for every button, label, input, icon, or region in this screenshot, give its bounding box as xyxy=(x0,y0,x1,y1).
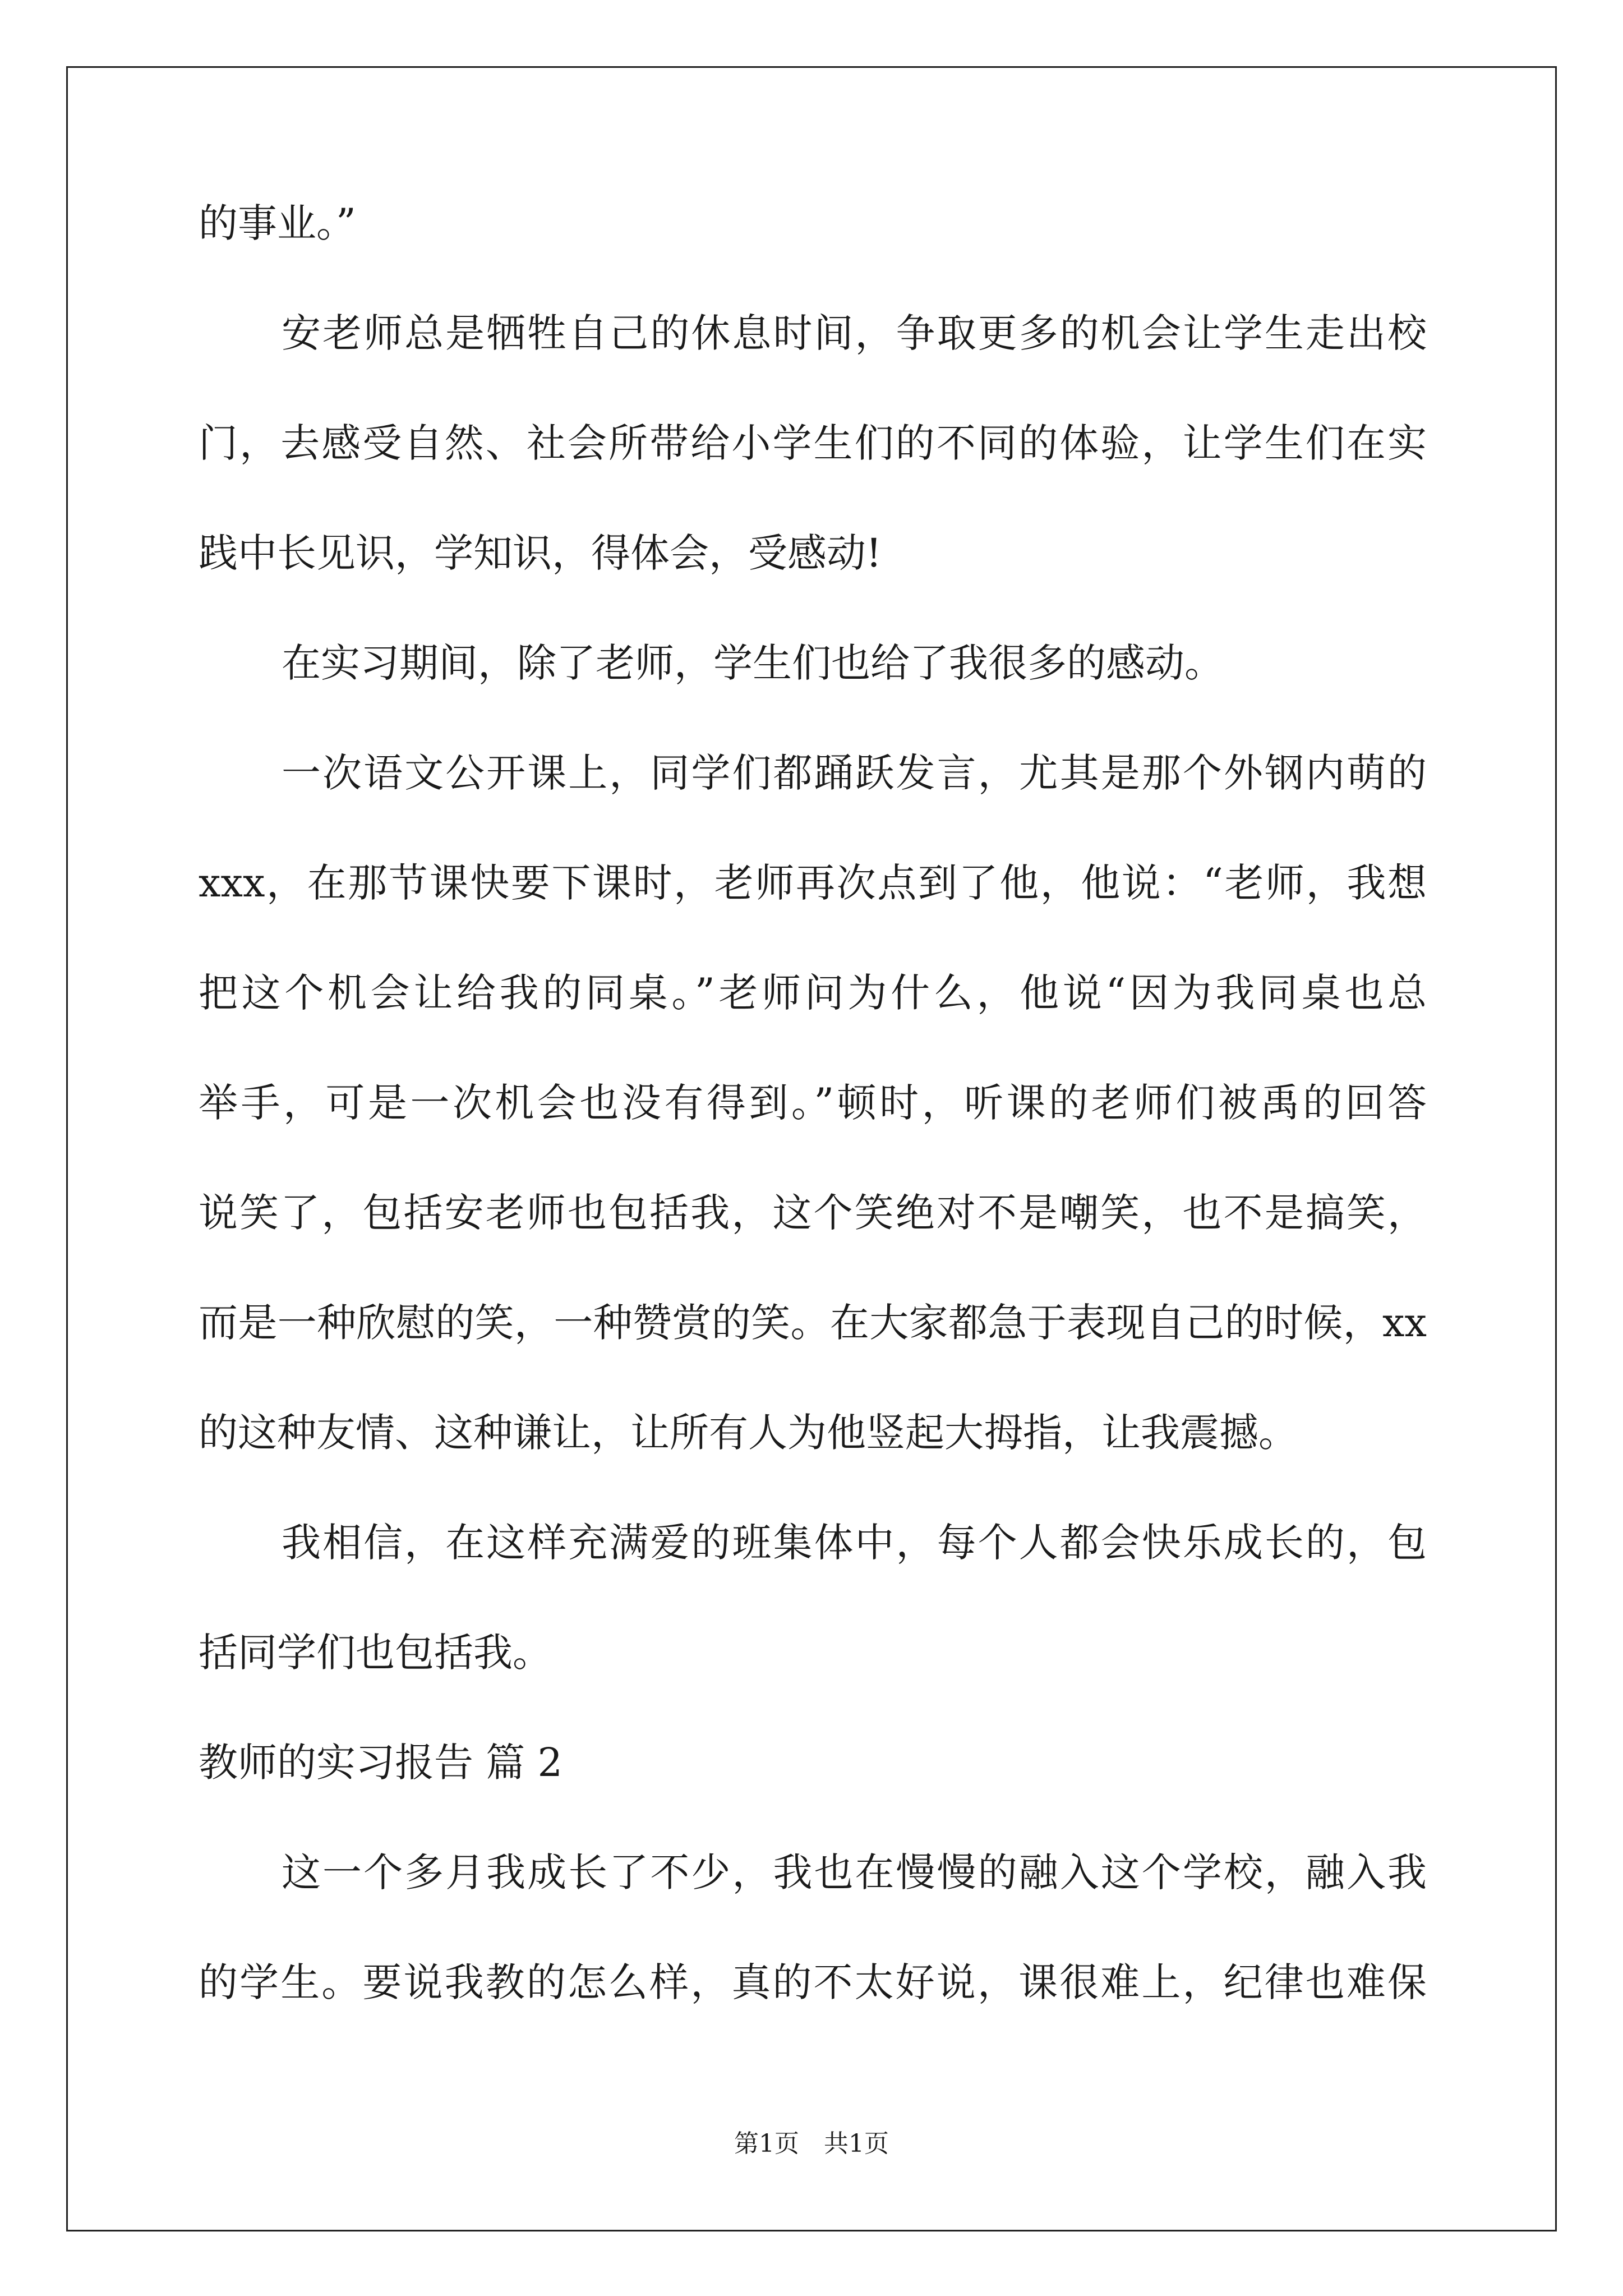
paragraph-line: xxx，在那节课快要下课时，老师再次点到了他，他说：“老师，我想 xyxy=(199,860,1427,906)
paragraph-line: 而是一种欣慰的笑，一种赞赏的笑。在大家都急于表现自己的时候，xx xyxy=(199,1300,1427,1346)
paragraph-line: 把这个机会让给我的同桌。”老师问为什么，他说“因为我同桌也总 xyxy=(199,970,1427,1016)
paragraph-line: 说笑了，包括安老师也包括我，这个笑绝对不是嘲笑，也不是搞笑， xyxy=(199,1190,1427,1236)
paragraph-line: 这一个多月我成长了不少，我也在慢慢的融入这个学校，融入我 xyxy=(282,1849,1427,1895)
paragraph-line: 括同学们也包括我。 xyxy=(199,1630,552,1676)
paragraph-line: 在实习期间，除了老师，学生们也给了我很多的感动。 xyxy=(282,640,1224,686)
paragraph-line: 我相信，在这样充满爱的班集体中，每个人都会快乐成长的，包 xyxy=(282,1520,1427,1566)
page-number-footer: 第1页 共1页 xyxy=(734,2129,889,2158)
paragraph-line: 门，去感受自然、社会所带给小学生们的不同的体验，让学生们在实 xyxy=(199,420,1427,466)
paragraph-line: 一次语文公开课上，同学们都踊跃发言，尤其是那个外钢内萌的 xyxy=(282,750,1427,796)
paragraph-line: 举手，可是一次机会也没有得到。”顿时，听课的老师们被禹的回答 xyxy=(199,1080,1427,1126)
paragraph-line: 安老师总是牺牲自己的休息时间，争取更多的机会让学生走出校 xyxy=(282,310,1427,356)
section-heading: 教师的实习报告 篇 2 xyxy=(199,1740,563,1786)
document-body xyxy=(199,202,1427,2071)
paragraph-line: 的这种友情、这种谦让，让所有人为他竖起大拇指，让我震撼。 xyxy=(199,1410,1298,1456)
paragraph-line: 的学生。要说我教的怎么样，真的不太好说，课很难上，纪律也难保 xyxy=(199,1959,1427,2005)
paragraph-line: 践中长见识，学知识，得体会，受感动! xyxy=(199,530,882,576)
paragraph-line: 的事业。” xyxy=(199,200,356,246)
